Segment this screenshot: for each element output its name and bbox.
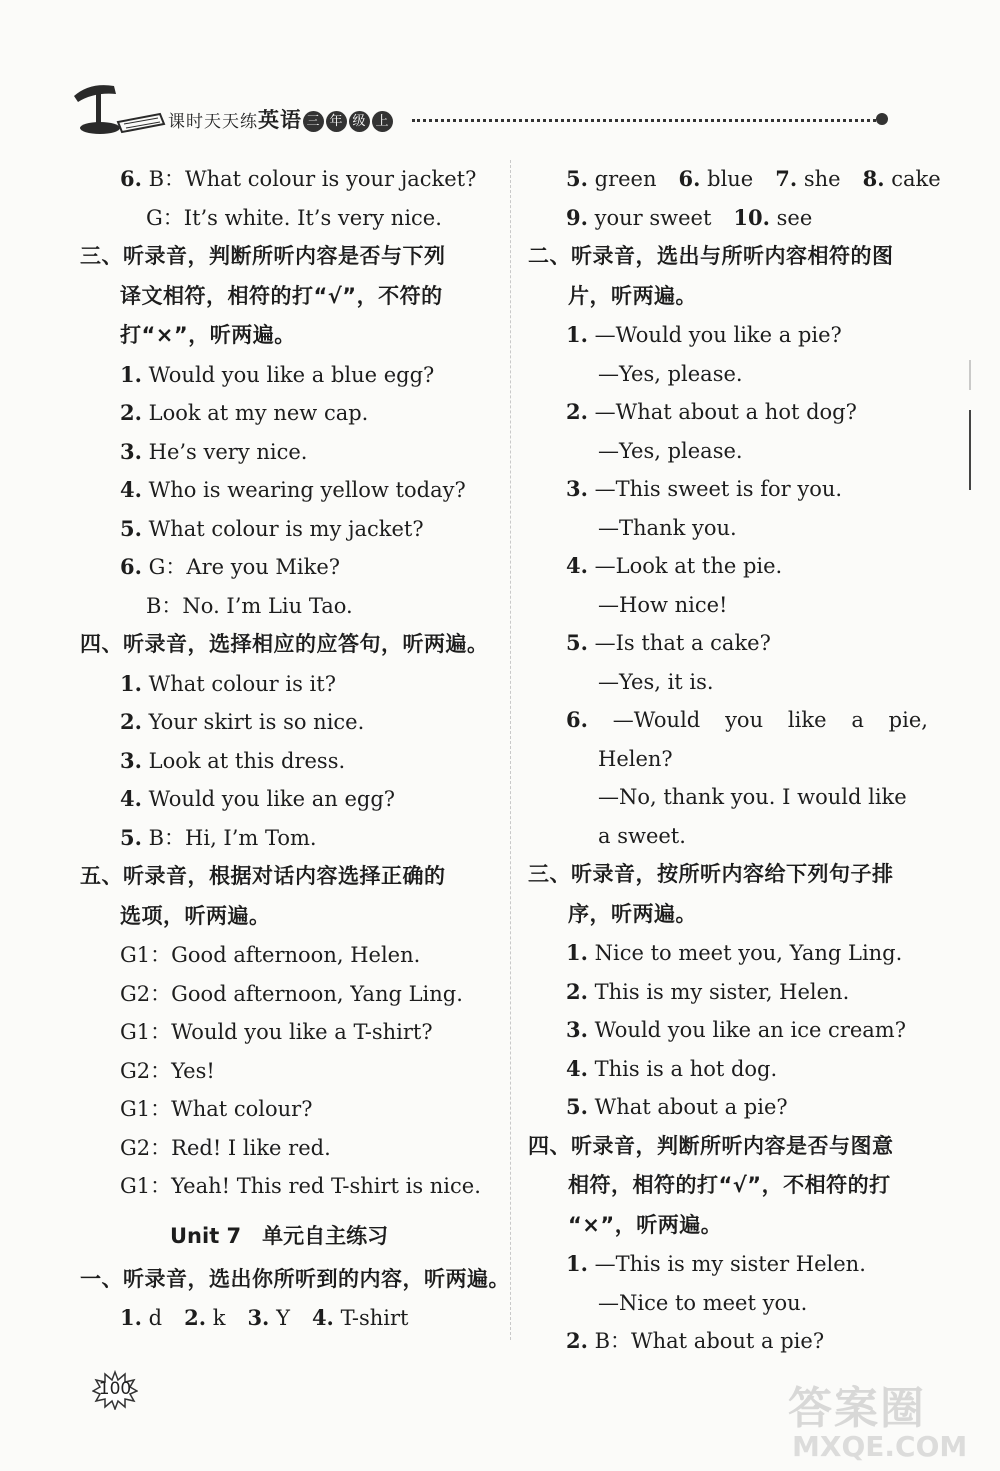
question-text: B：What colour is your jacket? [148,167,477,191]
question-number: 2. [120,400,142,425]
question-text: —What about a hot dog? [594,400,857,424]
question-item [80,819,500,858]
question-text: What colour is it? [148,671,336,696]
question-item [528,1322,948,1361]
answer-number: 2. [184,1305,207,1330]
answer-text: d [148,1306,163,1330]
answer-text: she [803,167,841,191]
question-word: pie, [888,708,928,732]
question-number: 1. [566,940,588,965]
question-text: Would you like a blue egg? [148,362,435,387]
item-continuation: —How nice! [598,592,728,617]
question-item [528,973,948,1012]
question-number: 6. [120,554,142,579]
answer-text: Y [276,1306,290,1330]
question-item [528,624,948,663]
question-word: you [725,708,764,732]
section-heading-cont: 译文相符，相符的打“√”，不符的 [120,283,443,308]
item-continuation: —Yes, it is. [598,669,714,694]
question-number: 1. [120,361,142,387]
dialogue-line: G2：Good afternoon, Yang Ling. [120,981,463,1006]
question-text: This is my sister, Helen. [594,979,850,1004]
section-heading: 一、听录音，选出你所听到的内容，听两遍。 [80,1266,510,1291]
section-heading: 四、听录音，选择相应的应答句，听两遍。 [80,632,489,656]
answer-item [775,167,840,191]
right-column [528,160,948,1361]
answer-text: see [776,205,813,230]
title-grade-1: 三 [303,111,324,132]
question-number: 4. [120,786,142,811]
question-number: 1. [566,1251,588,1276]
answer-number: 6. [678,166,701,191]
question-text: —Would you like a pie? [594,323,842,347]
section-heading: 二、听录音，选出与所听内容相符的图 [528,244,894,268]
header-rule-end-dot [876,113,888,125]
answer-number: 9. [566,204,588,230]
question-number: 3. [566,476,588,501]
answer-text: T-shirt [340,1306,409,1330]
section-heading-cont: 打“×”，听两遍。 [120,323,296,347]
page-number-badge [92,1370,138,1410]
title-grade-3: 级 [349,111,370,132]
item-continuation: —Thank you. [598,515,737,540]
answer-text: k [212,1306,226,1330]
answer-number: 3. [247,1305,270,1330]
question-text: —This sweet is for you. [594,477,843,501]
title-grade-2: 年 [326,111,347,132]
question-text: Who is wearing yellow today? [148,478,466,502]
question-number: 5. [120,515,142,541]
question-text: Look at my new cap. [148,401,369,425]
question-number: 3. [120,747,142,773]
dialogue-line: G1：Would you like a T-shirt? [120,1020,433,1044]
question-item [80,356,500,395]
question-item [80,703,500,742]
section-heading-cont: 片，听两遍。 [568,283,697,308]
item-continuation: —No, thank you. I would like [598,785,907,809]
title-grade-4: 上 [372,111,393,132]
book-title [168,104,394,134]
question-item [528,1050,948,1089]
question-number: 4. [120,477,142,502]
question-number: 3. [120,438,142,464]
answer-item [184,1306,225,1330]
question-item [80,780,500,819]
question-item [80,471,500,510]
dialogue-line: G2：Yes! [120,1058,215,1083]
question-word: like [787,708,827,732]
question-text: B：Hi, I’m Tom. [148,825,317,850]
answer-text: green [594,167,657,191]
section-heading: 五、听录音，根据对话内容选择正确的 [80,864,446,888]
section-heading-cont: 选项，听两遍。 [120,903,271,928]
answer-number: 8. [862,166,885,191]
answer-item [247,1306,290,1330]
answer-text: cake [891,167,941,191]
question-number: 2. [120,709,142,734]
answer-item [120,1306,162,1330]
question-item [80,548,500,587]
question-number: 1. [566,322,588,347]
item-continuation: B：No. I’m Liu Tao. [146,593,353,618]
question-item [80,665,500,704]
question-number: 2. [566,1328,588,1353]
question-item [80,433,500,472]
question-text: —Look at the pie. [594,554,783,578]
question-item [528,393,948,432]
question-text: Would you like an ice cream? [594,1018,906,1042]
question-number: 4. [566,553,588,578]
answer-row [528,160,948,199]
section-heading-cont: “×”，听两遍。 [568,1212,723,1237]
page-number: 100 [98,1379,132,1399]
question-word: a [851,708,864,732]
watermark-url: MXQE.COM [792,1430,968,1463]
answer-text: your sweet [594,205,712,230]
question-text: Would you like an egg? [148,787,396,811]
answer-item [312,1306,409,1330]
question-text: —This is my sister Helen. [594,1252,866,1276]
question-text: What about a pie? [594,1095,788,1119]
page-header [70,78,900,148]
title-prefix: 课时天天练 [168,112,258,132]
section-heading: 四、听录音，判断所听内容是否与图意 [528,1133,894,1158]
question-text: Your skirt is so nice. [148,710,365,734]
question-item [528,934,948,973]
answer-number: 5. [566,166,588,191]
question-item [528,1011,948,1050]
question-number: 4. [566,1055,588,1081]
question-item [528,701,948,740]
question-number: 6. [566,707,588,732]
question-item [528,316,948,355]
question-number: 6. [120,166,142,191]
answer-item [863,167,941,191]
item-continuation: —Yes, please. [598,438,743,463]
question-item [528,1088,948,1127]
question-number: 2. [566,399,588,424]
question-text: Nice to meet you, Yang Ling. [594,941,903,965]
question-text: This is a hot dog. [594,1056,778,1081]
question-number: 3. [566,1017,588,1042]
question-text: —Is that a cake? [594,631,771,655]
question-item [80,510,500,549]
answer-number: 4. [311,1305,334,1330]
section-heading: 三、听录音，判断所听内容是否与下列 [80,244,446,268]
question-text: Look at this dress. [148,748,346,773]
item-continuation: —Nice to meet you. [598,1290,808,1315]
answer-item [566,206,711,230]
question-number: 5. [120,824,142,850]
item-continuation: —Yes, please. [598,361,743,386]
item-continuation: Helen? [598,746,673,771]
answer-item [679,167,754,191]
question-text: He’s very nice. [148,439,308,464]
question-text: What colour is my jacket? [148,516,424,541]
answer-row [528,199,948,238]
item-continuation: a sweet. [598,823,686,848]
question-text: G：Are you Mike? [148,555,341,579]
answer-number: 7. [775,166,798,191]
question-item [528,1245,948,1284]
answer-row [80,1299,500,1338]
question-item [80,160,500,199]
margin-marks [966,360,976,490]
answer-number: 1. [120,1305,142,1330]
answer-text: blue [707,167,754,191]
title-subject: 英语 [258,108,302,132]
unit-title: Unit 7 单元自主练习 [170,1223,389,1248]
answer-item [733,206,812,230]
answer-item [566,167,657,191]
question-word: —Would [612,708,701,732]
header-dotted-rule [412,119,882,122]
watermark [788,1372,988,1468]
section-heading: 三、听录音，按所听内容给下列句子排 [528,862,894,886]
question-item [80,742,500,781]
dialogue-line: G1：Good afternoon, Helen. [120,943,421,967]
question-item [80,394,500,433]
section-heading-cont: 序，听两遍。 [568,901,697,926]
section-heading-cont: 相符，相符的打“√”，不相符的打 [568,1173,891,1197]
dialogue-line: G1：What colour? [120,1097,313,1121]
dialogue-line: G2：Red! I like red. [120,1135,331,1160]
column-divider [510,160,511,1340]
answer-number: 10. [733,204,770,230]
question-number: 5. [566,1094,588,1119]
left-column [80,160,510,1338]
question-number: 5. [566,630,588,655]
watermark-logo: 答案圈 [788,1383,926,1434]
question-text: B：What about a pie? [594,1329,825,1353]
question-number: 1. [120,670,142,696]
desk-lamp-icon [70,78,166,142]
item-continuation: G：It’s white. It’s very nice. [146,205,442,230]
dialogue-line: G1：Yeah! This red T-shirt is nice. [120,1174,481,1198]
question-item [528,470,948,509]
question-item [528,547,948,586]
question-number: 2. [566,978,588,1004]
